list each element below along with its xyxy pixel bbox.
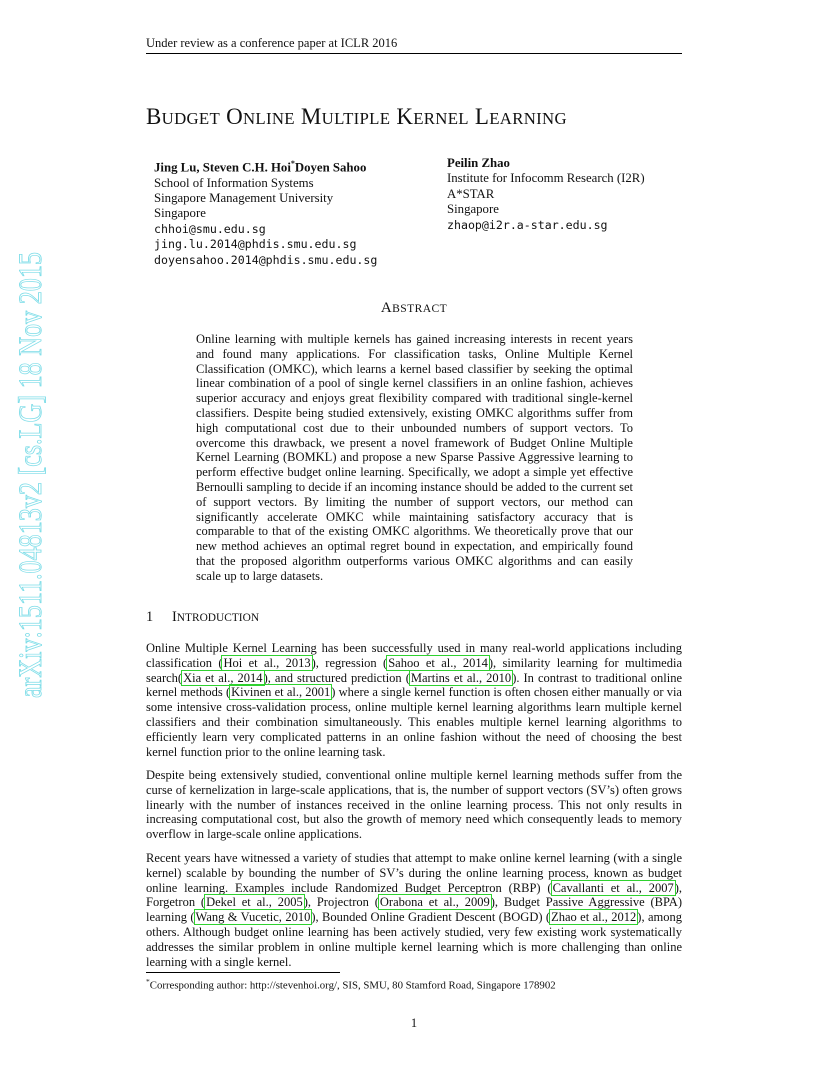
citation-link[interactable]: Kivinen et al., 2001 <box>231 685 331 700</box>
author-email: zhaop@i2r.a-star.edu.sg <box>447 217 608 232</box>
section-number: 1 <box>146 609 154 625</box>
author-block-right <box>447 156 707 233</box>
author-email: chhoi@smu.edu.sg <box>154 221 266 236</box>
paragraph-text: Online Multiple Kernel Learning has been successfully used in many real-world applications including classification ( <box>146 641 682 670</box>
citation-link[interactable]: Dekel et al., 2005 <box>206 895 303 910</box>
citation-link[interactable]: Sahoo et al., 2014 <box>388 655 488 670</box>
author-names: Peilin Zhao <box>447 156 510 170</box>
citation-link[interactable]: Orabona et al., 2009 <box>379 895 490 910</box>
citation-link[interactable]: Wang & Vucetic, 2010 <box>195 910 311 925</box>
abstract-heading-text: ABSTRACT <box>380 300 448 316</box>
paragraph-text: ), regression ( <box>311 655 388 670</box>
footnote-text: Corresponding author: http://stevenhoi.org/, SIS, SMU, 80 Stamford Road, Singapore 178902 <box>149 979 556 992</box>
title-text: BUDGET ONLINE MULTIPLE KERNEL LEARNING <box>146 104 567 129</box>
abstract-body: Online learning with multiple kernels has gained increasing interests in recent years and found many applications. For classification tasks, Online Multiple Kernel Classification (OMKC), which learns a kernel based classifier by seeking the optimal linear combination of a pool of single kernel classifiers in an online fashion, achieves superior accuracy and enjoys great flexibility compared with traditional single-kernel classifiers. Despite being studied extensively, existing OMKC algorithms suffer from high computational cost due to their unbounded numbers of support vectors. To overcome this drawback, we present a novel framework of Budget Online Multiple Kernel Learning (BOMKL) and propose a new Sparse Passive Aggressive learning to perform effective budget online learning. Specifically, we adopt a simple yet effective Bernoulli sampling to decide if an incoming instance should be added to the current set of support vectors. By limiting the number of support vectors, our method can significantly accelerate OMKC while maintaining satisfactory accuracy that is comparable to that of the existing OMKC algorithms. We theoretically prove that our new method achieves an optimal regret bound in expectation, and empirically found that the proposed algorithm outperforms various OMKC algorithms and can easily scale up to large datasets. <box>196 332 633 583</box>
author-organization: A*STAR <box>447 186 495 201</box>
paper-title <box>146 104 706 130</box>
paragraph-text: Recent years have witnessed a variety of studies that attempt to make online kernel learning (with a single kernel) scalable by bounding the number of SV’s during the online learning process, known as budget online learning. Examples include Randomized Budget Perceptron (RBP) ( <box>146 851 682 895</box>
author-location: Singapore <box>447 202 499 217</box>
footnote-rule <box>146 972 340 973</box>
paragraph-text: ), Bounded Online Gradient Descent (BOGD) ( <box>311 910 551 925</box>
author-email: doyensahoo.2014@phdis.smu.edu.sg <box>154 252 378 267</box>
paragraph-text: ), Forgetron ( <box>146 880 683 910</box>
paragraph-text: ), Budget Passive Aggressive (BPA) learning ( <box>146 895 682 925</box>
paragraph-text: ), Projectron ( <box>303 895 379 910</box>
header-rule <box>146 53 682 54</box>
section-heading <box>146 609 259 626</box>
arxiv-stamp-text: arXiv:1511.04813v2 [cs.LG] 18 Nov 2015 <box>13 250 48 698</box>
author-names-a: Jing Lu, Steven C.H. Hoi <box>154 160 291 175</box>
paragraph-text: ), among others. Although budget online learning has been actively studied, very few existing work systematically addresses the similar problem in online multiple kernel learning which is more challenging than online learning with a single kernel. <box>146 910 682 969</box>
paragraph-text: ) where a single kernel function is often chosen either manually or via some intensive cross-validation process, online multiple kernel learning algorithms learn multiple kernel classifiers and their combination simultaneously. This enables multiple kernel learning algorithms to efficiently learn very complicated patterns in an online fashion without the need of choosing the best kernel function prior to the online learning task. <box>146 685 682 759</box>
abstract-heading <box>0 300 828 317</box>
arxiv-stamp <box>0 250 48 700</box>
author-affiliation: Institute for Infocomm Research (I2R) <box>447 171 645 186</box>
section-title: INTRODUCTION <box>172 609 260 625</box>
citation-link[interactable]: Martins et al., 2010 <box>410 670 512 685</box>
citation-link[interactable]: Hoi et al., 2013 <box>223 655 311 670</box>
intro-paragraph-1 <box>146 641 682 759</box>
paragraph-text: ), similarity learning for multimedia search( <box>146 655 682 685</box>
author-names <box>154 156 444 176</box>
page-number: 1 <box>410 1016 418 1030</box>
paragraph-text: ). In contrast to traditional online kernel methods ( <box>146 670 682 700</box>
footnote-marker: * <box>146 977 150 986</box>
intro-paragraph-3 <box>146 851 682 969</box>
intro-paragraph-2: Despite being extensively studied, conventional online multiple kernel learning methods suffer from the curse of kernelization in large-scale applications, that is, the number of support vectors (SV’s) often grows linearly with the number of instances received in the online learning process. This not only results in increasing computational cost, but also the growth of memory need which consequently leads to memory overflow in large-scale online applications. <box>146 768 682 842</box>
author-location: Singapore <box>154 206 206 221</box>
citation-link[interactable]: Zhao et al., 2012 <box>551 910 637 925</box>
author-block-left <box>154 156 444 268</box>
footnote <box>146 977 682 992</box>
citation-link[interactable]: Xia et al., 2014 <box>183 670 263 685</box>
citation-link[interactable]: Cavallanti et al., 2007 <box>552 880 674 895</box>
author-university: Singapore Management University <box>154 191 334 206</box>
author-email: jing.lu.2014@phdis.smu.edu.sg <box>154 237 357 252</box>
running-header: Under review as a conference paper at ICLR 2016 <box>146 36 398 50</box>
corresponding-author-marker: * <box>290 159 295 168</box>
author-names-b: Doyen Sahoo <box>294 160 367 175</box>
author-affiliation: School of Information Systems <box>154 175 314 190</box>
paragraph-text: ), and structured prediction ( <box>263 670 410 685</box>
